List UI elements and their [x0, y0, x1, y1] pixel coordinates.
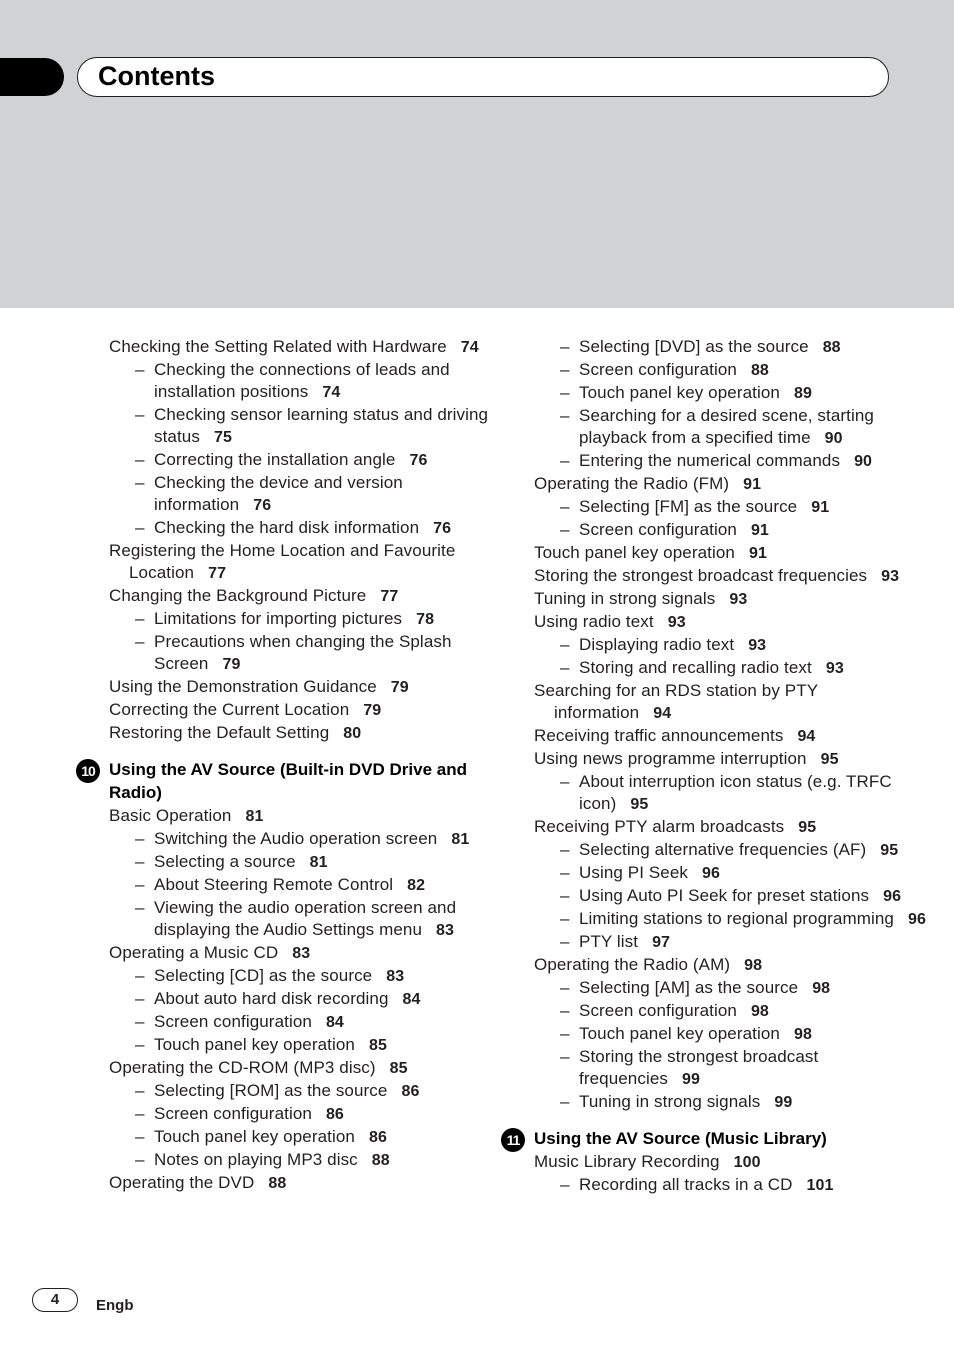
toc-page-number: 81 [309, 854, 328, 871]
toc-entry-label: Selecting alternative frequencies (AF) [579, 840, 867, 859]
toc-entry[interactable] [109, 608, 509, 631]
toc-entry-label: Searching for an RDS station by PTY information [534, 681, 818, 722]
toc-entry[interactable] [534, 657, 934, 680]
dash-bullet: – [560, 1175, 570, 1194]
toc-entry-label: Switching the Audio operation screen [154, 829, 438, 848]
toc-page-number: 91 [743, 476, 762, 493]
toc-page-number: 101 [806, 1177, 834, 1194]
toc-page-number: 99 [774, 1094, 793, 1111]
toc-entry-label: Receiving PTY alarm broadcasts [534, 817, 785, 836]
toc-entry-label: Selecting [FM] as the source [579, 497, 798, 516]
dash-bullet: – [135, 1127, 145, 1146]
toc-page-number: 95 [880, 842, 899, 859]
toc-entry-label: Checking the device and version information [154, 473, 403, 514]
toc-page-number: 74 [322, 384, 341, 401]
chapter-title: Using the AV Source (Music Library) [534, 1129, 827, 1148]
header-band [0, 0, 954, 308]
toc-page-number: 76 [433, 520, 452, 537]
toc-page-number: 84 [402, 991, 421, 1008]
toc-entry[interactable] [109, 517, 509, 540]
toc-entry-label: Limiting stations to regional programming [579, 909, 894, 928]
dash-bullet: – [135, 1150, 145, 1169]
toc-page-number: 91 [750, 522, 769, 539]
toc-entry[interactable] [534, 771, 934, 816]
toc-entry[interactable] [534, 725, 934, 748]
dash-bullet: – [135, 829, 145, 848]
toc-entry-label: Operating the CD-ROM (MP3 disc) [109, 1058, 376, 1077]
toc-entry[interactable] [109, 472, 509, 517]
dash-bullet: – [560, 337, 570, 356]
toc-page-number: 86 [368, 1129, 387, 1146]
toc-page-number: 91 [748, 545, 767, 562]
toc-entry-label: Checking the Setting Related with Hardware [109, 337, 447, 356]
toc-page-number: 85 [389, 1060, 408, 1077]
dash-bullet: – [135, 898, 145, 917]
toc-page-number: 95 [630, 796, 649, 813]
toc-entry[interactable] [109, 1172, 509, 1195]
toc-entry[interactable] [109, 722, 509, 745]
toc-page-number: 79 [390, 679, 409, 696]
toc-page-number: 98 [750, 1003, 769, 1020]
toc-page-number: 99 [682, 1071, 700, 1088]
toc-entry[interactable] [109, 1011, 509, 1034]
toc-entry-label: Tuning in strong signals [534, 589, 716, 608]
toc-entry[interactable] [109, 897, 509, 942]
toc-entry-label: Screen configuration [154, 1012, 312, 1031]
toc-page-number: 93 [881, 568, 900, 585]
toc-page-number: 93 [748, 637, 767, 654]
toc-entry-label: Changing the Background Picture [109, 586, 367, 605]
toc-entry-label: Operating the DVD [109, 1173, 255, 1192]
dash-bullet: – [560, 406, 570, 425]
toc-entry-label: Limitations for importing pictures [154, 609, 403, 628]
toc-entry-label: Touch panel key operation [534, 543, 735, 562]
dash-bullet: – [560, 1047, 570, 1066]
toc-page-number: 98 [793, 1026, 812, 1043]
toc-entry-label: Using PI Seek [579, 863, 689, 882]
dash-bullet: – [560, 886, 570, 905]
toc-entry[interactable] [534, 1151, 934, 1174]
toc-entry-label: Entering the numerical commands [579, 451, 841, 470]
chapter-heading [81, 758, 509, 804]
toc-page-number: 78 [416, 611, 435, 628]
dash-bullet: – [560, 383, 570, 402]
toc-page-number: 97 [652, 934, 671, 951]
toc-page-number: 88 [268, 1175, 287, 1192]
toc-page-number: 94 [653, 705, 672, 722]
toc-page-number: 77 [208, 565, 227, 582]
toc-entry[interactable] [534, 908, 934, 931]
toc-page-number: 74 [460, 339, 479, 356]
toc-entry[interactable] [109, 359, 509, 404]
toc-entry[interactable] [534, 382, 934, 405]
dash-bullet: – [560, 1024, 570, 1043]
toc-page-number: 91 [811, 499, 830, 516]
toc-entry-label: About interruption icon status (e.g. TRFC icon) [579, 772, 892, 813]
toc-page-number: 79 [363, 702, 382, 719]
toc-entry[interactable] [109, 874, 509, 897]
toc-page-number: 83 [292, 945, 311, 962]
dash-bullet: – [135, 360, 145, 379]
toc-entry-label: Touch panel key operation [154, 1127, 355, 1146]
toc-page-number: 98 [812, 980, 831, 997]
toc-entry[interactable] [109, 699, 509, 722]
toc-page-number: 82 [407, 877, 426, 894]
toc-entry-label: Recording all tracks in a CD [579, 1175, 793, 1194]
dash-bullet: – [135, 1012, 145, 1031]
toc-entry[interactable] [109, 449, 509, 472]
toc-page-number: 100 [733, 1154, 761, 1171]
toc-page-number: 98 [744, 957, 763, 974]
title-box [77, 57, 889, 97]
dash-bullet: – [560, 863, 570, 882]
toc-entry-label: Checking the hard disk information [154, 518, 420, 537]
toc-entry[interactable] [534, 496, 934, 519]
toc-page-number: 76 [409, 452, 428, 469]
toc-entry-label: Viewing the audio operation screen and displaying the Audio Settings menu [154, 898, 457, 939]
toc-entry[interactable] [534, 634, 934, 657]
toc-entry[interactable] [534, 405, 934, 450]
toc-page-number: 81 [245, 808, 264, 825]
toc-entry[interactable] [109, 1149, 509, 1172]
toc-entry-label: About auto hard disk recording [154, 989, 389, 1008]
toc-entry[interactable] [109, 828, 509, 851]
toc-entry-label: Registering the Home Location and Favourite Location [109, 541, 456, 582]
toc-entry-label: Screen configuration [154, 1104, 312, 1123]
toc-entry-label: Using Auto PI Seek for preset stations [579, 886, 870, 905]
toc-entry[interactable] [534, 885, 934, 908]
toc-page-number: 75 [213, 429, 232, 446]
toc-entry[interactable] [534, 680, 934, 725]
toc-entry[interactable] [109, 942, 509, 965]
toc-entry-label: Tuning in strong signals [579, 1092, 761, 1111]
dash-bullet: – [560, 497, 570, 516]
toc-entry-label: Correcting the installation angle [154, 450, 396, 469]
toc-entry-label: Screen configuration [579, 520, 737, 539]
toc-page-number: 86 [325, 1106, 344, 1123]
dash-bullet: – [560, 978, 570, 997]
toc-entry-label: Correcting the Current Location [109, 700, 350, 719]
toc-entry[interactable] [534, 862, 934, 885]
toc-entry-label: Selecting [AM] as the source [579, 978, 799, 997]
toc-entry-label: Music Library Recording [534, 1152, 720, 1171]
toc-entry[interactable] [109, 1126, 509, 1149]
toc-page-number: 90 [824, 430, 843, 447]
dash-bullet: – [135, 1104, 145, 1123]
dash-bullet: – [560, 520, 570, 539]
toc-page-number: 76 [253, 497, 272, 514]
dash-bullet: – [135, 1081, 145, 1100]
toc-entry-label: Storing the strongest broadcast frequencies [534, 566, 868, 585]
toc-entry-label: Checking the connections of leads and installation positions [154, 360, 450, 401]
dash-bullet: – [135, 632, 145, 651]
toc-page-number: 93 [729, 591, 748, 608]
toc-entry[interactable] [534, 565, 934, 588]
toc-page-number: 93 [825, 660, 844, 677]
language-code: Engb [96, 1297, 134, 1314]
toc-page-number: 81 [451, 831, 470, 848]
section-tab [0, 58, 64, 96]
dash-bullet: – [560, 360, 570, 379]
toc-entry[interactable] [109, 336, 509, 359]
toc-entry-label: Operating the Radio (FM) [534, 474, 730, 493]
toc-entry-label: Storing the strongest broadcast frequencies [579, 1047, 819, 1088]
toc-entry[interactable] [109, 805, 509, 828]
toc-entry[interactable] [534, 336, 934, 359]
dash-bullet: – [560, 840, 570, 859]
dash-bullet: – [135, 875, 145, 894]
dash-bullet: – [560, 909, 570, 928]
toc-entry-label: PTY list [579, 932, 639, 951]
toc-entry[interactable] [534, 816, 934, 839]
toc-column-left [81, 336, 509, 1195]
toc-entry[interactable] [109, 676, 509, 699]
toc-page-number: 88 [371, 1152, 390, 1169]
toc-entry[interactable] [534, 611, 934, 634]
toc-entry[interactable] [109, 965, 509, 988]
toc-entry-label: Restoring the Default Setting [109, 723, 330, 742]
toc-entry[interactable] [534, 1174, 934, 1197]
toc-page-number: 96 [907, 911, 926, 928]
toc-entry[interactable] [534, 931, 934, 954]
toc-entry-label: Touch panel key operation [154, 1035, 355, 1054]
toc-entry[interactable] [109, 404, 509, 449]
dash-bullet: – [135, 473, 145, 492]
toc-page-number: 95 [798, 819, 817, 836]
dash-bullet: – [560, 1001, 570, 1020]
dash-bullet: – [560, 932, 570, 951]
toc-page-number: 88 [750, 362, 769, 379]
toc-entry-label: Using radio text [534, 612, 654, 631]
toc-page-number: 96 [702, 865, 721, 882]
dash-bullet: – [135, 966, 145, 985]
toc-entry[interactable] [534, 473, 934, 496]
toc-page-number: 83 [436, 922, 455, 939]
toc-page-number: 85 [368, 1037, 387, 1054]
toc-entry-label: Selecting [ROM] as the source [154, 1081, 388, 1100]
toc-entry[interactable] [534, 1091, 934, 1114]
toc-entry-label: Screen configuration [579, 1001, 737, 1020]
toc-page-number: 93 [667, 614, 686, 631]
toc-entry-label: Receiving traffic announcements [534, 726, 784, 745]
toc-entry[interactable] [109, 1080, 509, 1103]
toc-page-number: 88 [822, 339, 841, 356]
toc-entry-label: Using the Demonstration Guidance [109, 677, 377, 696]
toc-entry-label: Selecting [DVD] as the source [579, 337, 809, 356]
chapter-number-badge: 11 [501, 1128, 525, 1152]
toc-entry-label: Precautions when changing the Splash Screen [154, 632, 452, 673]
toc-entry-label: Checking sensor learning status and driving status [154, 405, 489, 446]
chapter-heading [506, 1127, 934, 1150]
toc-entry-label: Operating a Music CD [109, 943, 279, 962]
toc-entry-label: Using news programme interruption [534, 749, 807, 768]
toc-page-number: 83 [386, 968, 405, 985]
toc-entry[interactable] [534, 977, 934, 1000]
dash-bullet: – [135, 450, 145, 469]
toc-entry[interactable] [534, 839, 934, 862]
toc-entry-label: Notes on playing MP3 disc [154, 1150, 358, 1169]
toc-page-number: 90 [854, 453, 873, 470]
toc-entry-label: Screen configuration [579, 360, 737, 379]
toc-entry[interactable] [534, 954, 934, 977]
toc-page-number: 84 [325, 1014, 344, 1031]
dash-bullet: – [135, 518, 145, 537]
toc-page-number: 77 [380, 588, 399, 605]
toc-entry[interactable] [109, 631, 509, 676]
toc-page-number: 79 [222, 656, 241, 673]
toc-entry[interactable] [534, 748, 934, 771]
dash-bullet: – [560, 451, 570, 470]
toc-page-number: 94 [797, 728, 816, 745]
toc-page-number: 95 [820, 751, 839, 768]
toc-entry[interactable] [109, 988, 509, 1011]
toc-entry-label: Selecting [CD] as the source [154, 966, 373, 985]
toc-entry-label: Operating the Radio (AM) [534, 955, 731, 974]
toc-entry-label: Displaying radio text [579, 635, 735, 654]
chapter-number-badge: 10 [76, 759, 100, 783]
dash-bullet: – [560, 635, 570, 654]
toc-entry[interactable] [534, 588, 934, 611]
toc-entry[interactable] [534, 1023, 934, 1046]
toc-entry-label: About Steering Remote Control [154, 875, 394, 894]
toc-entry[interactable] [534, 542, 934, 565]
toc-entry[interactable] [109, 540, 509, 585]
dash-bullet: – [560, 1092, 570, 1111]
toc-entry[interactable] [109, 1103, 509, 1126]
toc-page-number: 86 [401, 1083, 420, 1100]
chapter-title: Using the AV Source (Built-in DVD Drive and Radio) [109, 760, 467, 802]
dash-bullet: – [560, 658, 570, 677]
toc-column-right [506, 336, 934, 1197]
toc-entry[interactable] [534, 450, 934, 473]
toc-entry[interactable] [109, 585, 509, 608]
toc-entry-label: Storing and recalling radio text [579, 658, 812, 677]
page-number: 4 [32, 1288, 78, 1312]
toc-page-number: 80 [343, 725, 362, 742]
toc-entry[interactable] [534, 1046, 934, 1091]
toc-page-number: 96 [883, 888, 902, 905]
toc-entry-label: Basic Operation [109, 806, 232, 825]
toc-entry-label: Touch panel key operation [579, 383, 780, 402]
toc-entry-label: Touch panel key operation [579, 1024, 780, 1043]
toc-entry[interactable] [109, 1057, 509, 1080]
toc-entry[interactable] [109, 1034, 509, 1057]
toc-page-number: 89 [793, 385, 812, 402]
page-title: Contents [98, 61, 215, 91]
dash-bullet: – [135, 989, 145, 1008]
toc-entry[interactable] [534, 359, 934, 382]
dash-bullet: – [135, 852, 145, 871]
toc-entry[interactable] [109, 851, 509, 874]
dash-bullet: – [560, 772, 570, 791]
toc-entry-label: Selecting a source [154, 852, 296, 871]
dash-bullet: – [135, 609, 145, 628]
dash-bullet: – [135, 1035, 145, 1054]
toc-entry[interactable] [534, 519, 934, 542]
toc-entry-label: Searching for a desired scene, starting playback from a specified time [579, 406, 874, 447]
toc-entry[interactable] [534, 1000, 934, 1023]
dash-bullet: – [135, 405, 145, 424]
